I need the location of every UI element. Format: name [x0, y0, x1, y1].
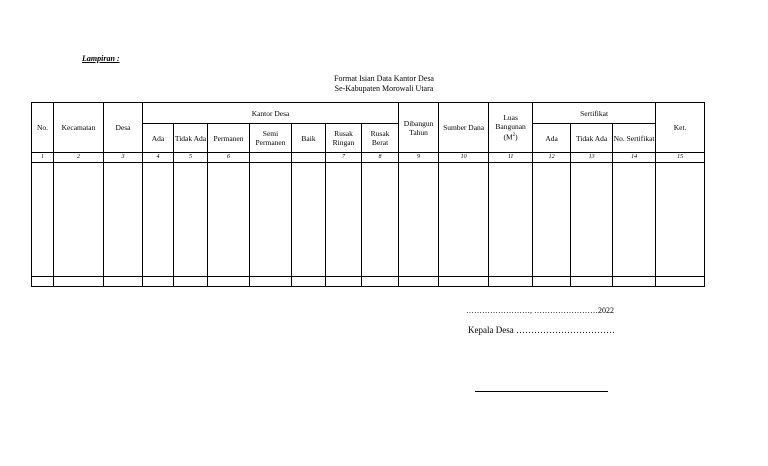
kepala-desa-label: Kepala Desa ……………………………	[468, 325, 615, 335]
table-cell[interactable]	[174, 163, 208, 277]
table-cell[interactable]	[362, 277, 399, 287]
table-cell[interactable]	[54, 163, 104, 277]
table-cell[interactable]	[326, 277, 362, 287]
table-cell[interactable]	[439, 277, 489, 287]
header-tidak-ada: Tidak Ada	[174, 124, 208, 153]
table-cell[interactable]	[613, 163, 656, 277]
header-baik: Baik	[292, 124, 326, 153]
header-kecamatan: Kecamatan	[54, 103, 104, 153]
column-number: 14	[613, 153, 656, 163]
table-cell[interactable]	[533, 163, 571, 277]
form-subtitle: Se-Kabupaten Morowali Utara	[334, 84, 434, 93]
table-cell[interactable]	[439, 163, 489, 277]
column-number: 15	[656, 153, 705, 163]
table-cell[interactable]	[208, 163, 250, 277]
table-cell[interactable]	[250, 163, 292, 277]
table-cell[interactable]	[613, 277, 656, 287]
column-number-row	[32, 153, 705, 163]
place-date-line: ……………………, ……………………2022	[466, 306, 614, 315]
header-no: No.	[32, 103, 54, 153]
form-title: Format Isian Data Kantor Desa	[334, 74, 434, 83]
header-ada: Ada	[143, 124, 174, 153]
table-cell[interactable]	[489, 277, 533, 287]
table-cell[interactable]	[143, 277, 174, 287]
column-number	[250, 153, 292, 163]
header-no-sertifikat: No. Sertifikat	[613, 124, 656, 153]
column-number: 3	[104, 153, 143, 163]
table-cell[interactable]	[54, 277, 104, 287]
header-rusak-ringan: Rusak Ringan	[326, 124, 362, 153]
table-cell[interactable]	[143, 163, 174, 277]
column-number: 11	[489, 153, 533, 163]
column-number: 9	[399, 153, 439, 163]
table-cell[interactable]	[362, 163, 399, 277]
column-number: 4	[143, 153, 174, 163]
column-number: 5	[174, 153, 208, 163]
signature-line	[475, 391, 608, 392]
header-sertifikat-ada: Ada	[533, 124, 571, 153]
column-number	[292, 153, 326, 163]
table-cell[interactable]	[399, 277, 439, 287]
table-row	[32, 277, 705, 287]
table-cell[interactable]	[292, 163, 326, 277]
column-number: 13	[571, 153, 613, 163]
table-cell[interactable]	[32, 163, 54, 277]
table-cell[interactable]	[250, 277, 292, 287]
column-number: 12	[533, 153, 571, 163]
table-cell[interactable]	[571, 277, 613, 287]
header-desa: Desa	[104, 103, 143, 153]
header-ket: Ket.	[656, 103, 705, 153]
column-number: 7	[326, 153, 362, 163]
header-dibangun-tahun: Dibangun Tahun	[399, 103, 439, 153]
header-rusak-berat: Rusak Berat	[362, 124, 399, 153]
lampiran-label: Lampiran :	[82, 54, 120, 63]
header-permanen: Permanen	[208, 124, 250, 153]
table-cell[interactable]	[571, 163, 613, 277]
table-cell[interactable]	[292, 277, 326, 287]
table-cell[interactable]	[104, 277, 143, 287]
header-sertifikat: Sertifikat	[533, 103, 656, 124]
table-cell[interactable]	[533, 277, 571, 287]
column-number: 2	[54, 153, 104, 163]
table-cell[interactable]	[32, 277, 54, 287]
table-cell[interactable]	[656, 277, 705, 287]
table-cell[interactable]	[656, 163, 705, 277]
column-number: 1	[32, 153, 54, 163]
header-kantor-desa: Kantor Desa	[143, 103, 399, 124]
table-cell[interactable]	[489, 163, 533, 277]
table-cell[interactable]	[104, 163, 143, 277]
table-row	[32, 163, 705, 277]
table-cell[interactable]	[399, 163, 439, 277]
table-cell[interactable]	[208, 277, 250, 287]
column-number: 10	[439, 153, 489, 163]
data-form-table	[31, 102, 705, 287]
header-semi-permanen: Semi Permanen	[250, 124, 292, 153]
header-sertifikat-tidak-ada: Tidak Ada	[571, 124, 613, 153]
table-cell[interactable]	[174, 277, 208, 287]
column-number: 6	[208, 153, 250, 163]
table-cell[interactable]	[326, 163, 362, 277]
header-luas-bangunan: Luas Bangunan $(M^2)$	[489, 103, 533, 153]
column-number: 8	[362, 153, 399, 163]
header-sumber-dana: Sumber Dana	[439, 103, 489, 153]
